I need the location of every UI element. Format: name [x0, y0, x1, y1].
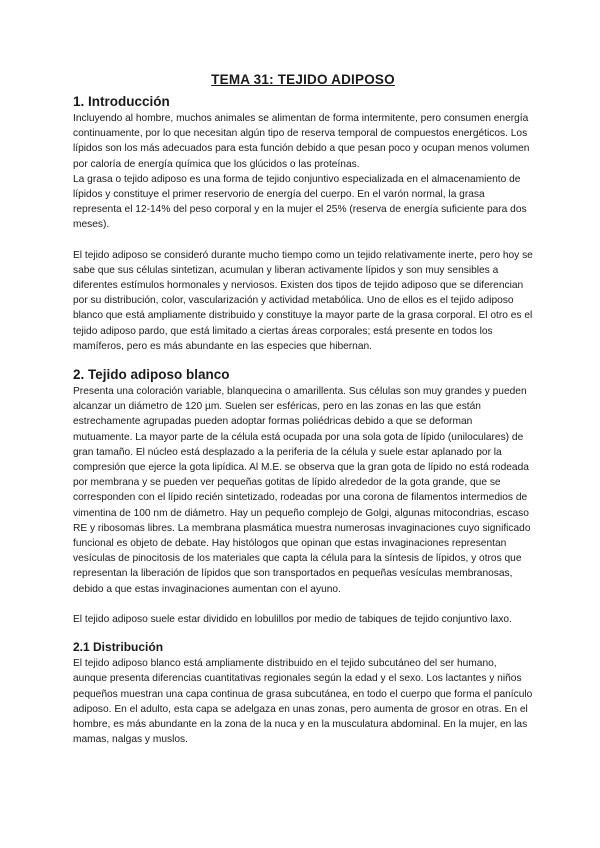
- intro-paragraph-1: Incluyendo al hombre, muchos animales se alimentan de forma intermitente, pero consumen energía continuamente, por lo que necesitan algún tipo de reserva temporal de compuestos energéticos. Los lípidos son los más adecuados para esta función debido a que pesan poco y ocupan menos volumen por caloría de energía química que los glúcidos o las proteínas.: [73, 113, 530, 170]
- intro-paragraph-3: El tejido adiposo se consideró durante mucho tiempo como un tejido relativamente inerte, pero hoy se sabe que sus células sintetizan, acumulan y liberan activamente lípidos y son muy sensibles a diferentes estímulos hormonales y nerviosos. Existen dos tipos de tejido adiposo que se diferencian por su distribución, color, vascularización y actividad metabólica. Uno de ellos es el tejido adiposo blanco que está ampliamente distribuido y constituye la mayor parte de la grasa corporal. El otro es el tejido adiposo pardo, que está limitado a ciertas áreas corporales; está presente en todos los mamíferos, pero es más abundante en las especies que hibernan.: [73, 249, 533, 352]
- section-heading-distribucion: 2.1 Distribución: [73, 640, 164, 655]
- white-paragraph-1: Presenta una coloración variable, blanquecina o amarillenta. Sus células son muy grandes y pueden alcanzar un diámetro de 120 µm. Suelen ser esféricas, pero en las zonas en las que están estrechamente agrupadas pueden adoptar formas poliédricas debido a que se deforman mutuamente. La mayor parte de la célula está ocupada por una sola gota de lípido (uniloculares) de gran tamaño. El núcleo está desplazado a la periferia de la célula y suele estar aplanado por la compresión que ejerce la gota lipídica. Al M.E. se observa que la gran gota de lípido no está rodeada por membrana y se pueden ver pequeñas gotitas de lípido alrededor de la gota grande, que se corresponden con el lípido recién sintetizado, rodeadas por una corona de filamentos intermedios de vimentina de 100 nm de diámetro. Hay un pequeño complejo de Golgi, algunas mitocondrias, escaso RE y ribosomas libres. La membrana plasmática muestra numerosas invaginaciones cuyo significado funcional es objeto de debate. Hay histólogos que opinan que estas invaginaciones representan vesículas de pinocitosis de los materiales que capta la célula para la síntesis de lípidos, y otros que representan la liberación de lípidos que son transportados en pequeñas vesículas membranosas, debido a que estas invaginaciones aumentan con el ayuno.: [73, 386, 531, 595]
- white-paragraph-2: El tejido adiposo suele estar dividido en lobulillos por medio de tabiques de tejido conjuntivo laxo.: [73, 613, 512, 625]
- intro-paragraph-2: La grasa o tejido adiposo es una forma de tejido conjuntivo especializada en el almacenamiento de lípidos y constituye el primer reservorio de energía del cuerpo. En el varón normal, la grasa representa el 12-14% del peso corporal y en la mujer el 25% (reserva de energía suficiente para dos meses).: [73, 173, 527, 231]
- document-page: [73, 71, 533, 747]
- document-title: TEMA 31: TEJIDO ADIPOSO: [211, 72, 395, 87]
- section-heading-introduccion: 1. Introducción: [73, 94, 170, 109]
- distribution-paragraph-1: El tejido adiposo blanco está ampliamente distribuido en el tejido subcutáneo del ser humano, aunque presenta diferencias cuantitativas regionales según la edad y el sexo. Los lactantes y niños pequeños muestran una capa continua de grasa subcutánea, en todo el cuerpo que forma el panículo adiposo. En el adulto, esta capa se adelgaza en unas zonas, pero aumenta de grosor en otras. En el hombre, es más abundante en la zona de la nuca y en la musculatura abdominal. En la mujer, en las mamas, nalgas y muslos.: [73, 658, 533, 746]
- section-heading-tejido-adiposo-blanco: 2. Tejido adiposo blanco: [73, 367, 230, 383]
